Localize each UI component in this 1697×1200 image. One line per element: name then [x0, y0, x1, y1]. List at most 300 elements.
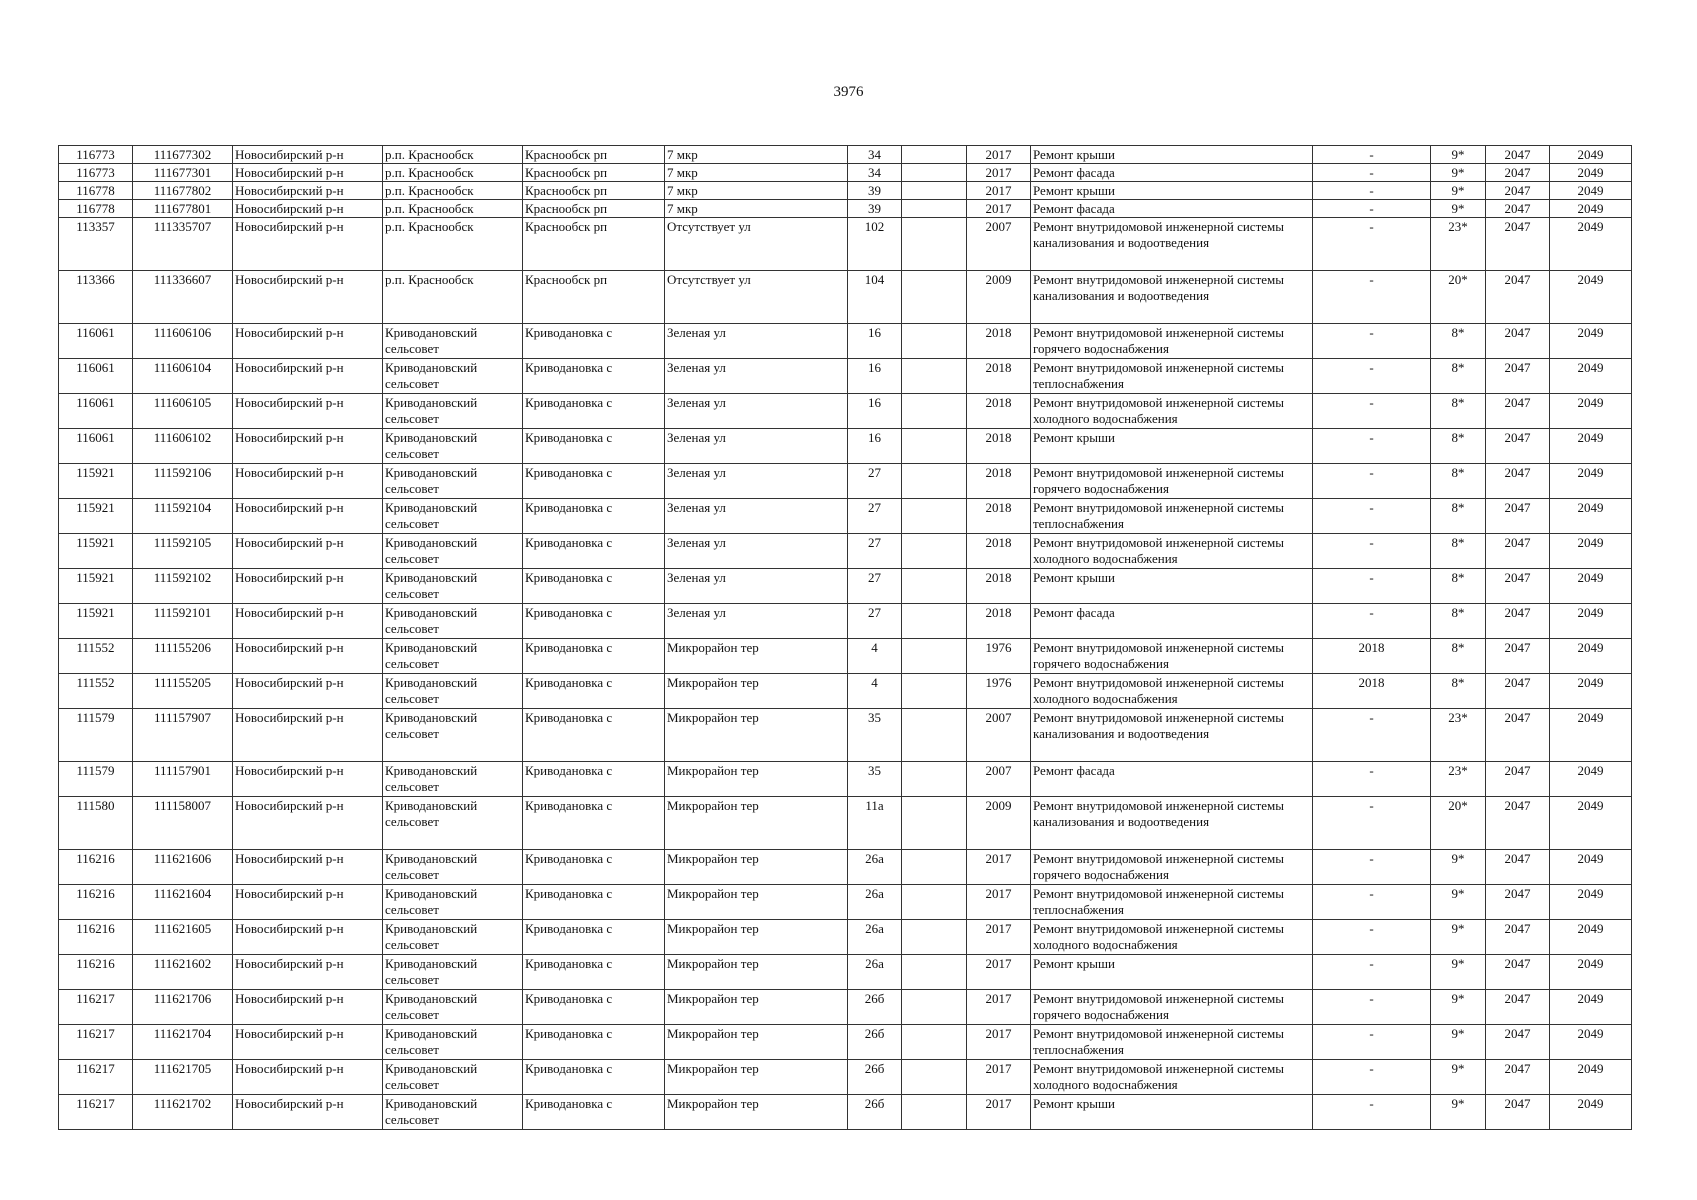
- street-cell: Зеленая ул: [665, 604, 848, 639]
- last-repair-year-cell: -: [1313, 604, 1431, 639]
- wear-cell: 9*: [1431, 1025, 1486, 1060]
- district-cell: Новосибирский р-н: [233, 797, 383, 850]
- last-repair-year-cell: -: [1313, 200, 1431, 218]
- house-id-cell: 116216: [59, 850, 133, 885]
- district-cell: Новосибирский р-н: [233, 920, 383, 955]
- year-built-cell: 2007: [967, 762, 1031, 797]
- work-code-cell: 111336607: [133, 271, 233, 324]
- year-built-cell: 2017: [967, 182, 1031, 200]
- work-code-cell: 111592102: [133, 569, 233, 604]
- plan-start-year-cell: 2047: [1486, 1025, 1550, 1060]
- district-cell: Новосибирский р-н: [233, 271, 383, 324]
- work-type-cell: Ремонт внутридомовой инженерной системы теплоснабжения: [1031, 499, 1313, 534]
- house-number-cell: 26б: [848, 1095, 902, 1130]
- district-cell: Новосибирский р-н: [233, 324, 383, 359]
- repair-schedule-table: [58, 145, 1632, 1130]
- plan-start-year-cell: 2047: [1486, 182, 1550, 200]
- house-id-cell: 115921: [59, 499, 133, 534]
- building-cell: [902, 709, 967, 762]
- work-type-cell: Ремонт крыши: [1031, 429, 1313, 464]
- municipality-cell: Криводановский сельсовет: [383, 464, 523, 499]
- table-row: [59, 955, 1632, 990]
- wear-cell: 9*: [1431, 885, 1486, 920]
- house-number-cell: 27: [848, 569, 902, 604]
- building-cell: [902, 1095, 967, 1130]
- last-repair-year-cell: -: [1313, 850, 1431, 885]
- wear-cell: 9*: [1431, 1095, 1486, 1130]
- street-cell: Микрорайон тер: [665, 797, 848, 850]
- last-repair-year-cell: 2018: [1313, 674, 1431, 709]
- work-code-cell: 111677301: [133, 164, 233, 182]
- table-row: [59, 499, 1632, 534]
- plan-end-year-cell: 2049: [1550, 429, 1632, 464]
- municipality-cell: Криводановский сельсовет: [383, 762, 523, 797]
- house-number-cell: 39: [848, 200, 902, 218]
- plan-start-year-cell: 2047: [1486, 271, 1550, 324]
- district-cell: Новосибирский р-н: [233, 604, 383, 639]
- municipality-cell: р.п. Краснообск: [383, 182, 523, 200]
- work-code-cell: 111621705: [133, 1060, 233, 1095]
- work-code-cell: 111677801: [133, 200, 233, 218]
- district-cell: Новосибирский р-н: [233, 709, 383, 762]
- plan-start-year-cell: 2047: [1486, 920, 1550, 955]
- locality-cell: Криводановка с: [523, 429, 665, 464]
- house-number-cell: 102: [848, 218, 902, 271]
- plan-end-year-cell: 2049: [1550, 639, 1632, 674]
- table-row: [59, 218, 1632, 271]
- building-cell: [902, 429, 967, 464]
- plan-end-year-cell: 2049: [1550, 709, 1632, 762]
- work-code-cell: 111621602: [133, 955, 233, 990]
- building-cell: [902, 164, 967, 182]
- municipality-cell: Криводановский сельсовет: [383, 990, 523, 1025]
- building-cell: [902, 359, 967, 394]
- district-cell: Новосибирский р-н: [233, 1095, 383, 1130]
- house-number-cell: 4: [848, 639, 902, 674]
- municipality-cell: Криводановский сельсовет: [383, 429, 523, 464]
- street-cell: Зеленая ул: [665, 359, 848, 394]
- municipality-cell: Криводановский сельсовет: [383, 1060, 523, 1095]
- house-number-cell: 11а: [848, 797, 902, 850]
- last-repair-year-cell: -: [1313, 359, 1431, 394]
- work-type-cell: Ремонт внутридомовой инженерной системы горячего водоснабжения: [1031, 850, 1313, 885]
- house-id-cell: 116061: [59, 324, 133, 359]
- work-type-cell: Ремонт внутридомовой инженерной системы холодного водоснабжения: [1031, 674, 1313, 709]
- house-id-cell: 116216: [59, 885, 133, 920]
- last-repair-year-cell: -: [1313, 990, 1431, 1025]
- table-row: [59, 797, 1632, 850]
- house-number-cell: 27: [848, 604, 902, 639]
- district-cell: Новосибирский р-н: [233, 762, 383, 797]
- street-cell: Зеленая ул: [665, 464, 848, 499]
- municipality-cell: р.п. Краснообск: [383, 271, 523, 324]
- plan-start-year-cell: 2047: [1486, 499, 1550, 534]
- house-id-cell: 113357: [59, 218, 133, 271]
- last-repair-year-cell: -: [1313, 1095, 1431, 1130]
- last-repair-year-cell: -: [1313, 1025, 1431, 1060]
- last-repair-year-cell: -: [1313, 499, 1431, 534]
- work-code-cell: 111592104: [133, 499, 233, 534]
- municipality-cell: Криводановский сельсовет: [383, 499, 523, 534]
- municipality-cell: Криводановский сельсовет: [383, 885, 523, 920]
- street-cell: Микрорайон тер: [665, 1060, 848, 1095]
- plan-start-year-cell: 2047: [1486, 200, 1550, 218]
- house-id-cell: 115921: [59, 604, 133, 639]
- house-number-cell: 35: [848, 762, 902, 797]
- street-cell: Зеленая ул: [665, 324, 848, 359]
- year-built-cell: 1976: [967, 674, 1031, 709]
- street-cell: Отсутствует ул: [665, 218, 848, 271]
- street-cell: Зеленая ул: [665, 534, 848, 569]
- work-type-cell: Ремонт внутридомовой инженерной системы холодного водоснабжения: [1031, 920, 1313, 955]
- house-id-cell: 116061: [59, 394, 133, 429]
- house-number-cell: 35: [848, 709, 902, 762]
- work-type-cell: Ремонт внутридомовой инженерной системы холодного водоснабжения: [1031, 1060, 1313, 1095]
- work-code-cell: 111606105: [133, 394, 233, 429]
- street-cell: 7 мкр: [665, 146, 848, 164]
- plan-end-year-cell: 2049: [1550, 200, 1632, 218]
- wear-cell: 23*: [1431, 709, 1486, 762]
- district-cell: Новосибирский р-н: [233, 569, 383, 604]
- work-code-cell: 111621704: [133, 1025, 233, 1060]
- house-number-cell: 16: [848, 429, 902, 464]
- work-type-cell: Ремонт внутридомовой инженерной системы горячего водоснабжения: [1031, 324, 1313, 359]
- building-cell: [902, 394, 967, 429]
- work-type-cell: Ремонт фасада: [1031, 762, 1313, 797]
- wear-cell: 8*: [1431, 499, 1486, 534]
- house-id-cell: 111552: [59, 674, 133, 709]
- year-built-cell: 2018: [967, 429, 1031, 464]
- table-row: [59, 1060, 1632, 1095]
- work-code-cell: 111335707: [133, 218, 233, 271]
- house-number-cell: 16: [848, 394, 902, 429]
- work-type-cell: Ремонт крыши: [1031, 569, 1313, 604]
- house-number-cell: 26б: [848, 1025, 902, 1060]
- municipality-cell: Криводановский сельсовет: [383, 797, 523, 850]
- plan-end-year-cell: 2049: [1550, 146, 1632, 164]
- table-row: [59, 1095, 1632, 1130]
- district-cell: Новосибирский р-н: [233, 674, 383, 709]
- district-cell: Новосибирский р-н: [233, 885, 383, 920]
- house-id-cell: 116773: [59, 146, 133, 164]
- table-row: [59, 534, 1632, 569]
- plan-start-year-cell: 2047: [1486, 639, 1550, 674]
- plan-start-year-cell: 2047: [1486, 850, 1550, 885]
- municipality-cell: Криводановский сельсовет: [383, 604, 523, 639]
- locality-cell: Краснообск рп: [523, 164, 665, 182]
- work-code-cell: 111621702: [133, 1095, 233, 1130]
- building-cell: [902, 1060, 967, 1095]
- locality-cell: Криводановка с: [523, 885, 665, 920]
- municipality-cell: Криводановский сельсовет: [383, 359, 523, 394]
- wear-cell: 9*: [1431, 990, 1486, 1025]
- last-repair-year-cell: -: [1313, 1060, 1431, 1095]
- plan-start-year-cell: 2047: [1486, 569, 1550, 604]
- municipality-cell: Криводановский сельсовет: [383, 1025, 523, 1060]
- plan-start-year-cell: 2047: [1486, 146, 1550, 164]
- street-cell: Микрорайон тер: [665, 674, 848, 709]
- plan-start-year-cell: 2047: [1486, 709, 1550, 762]
- locality-cell: Криводановка с: [523, 359, 665, 394]
- locality-cell: Краснообск рп: [523, 200, 665, 218]
- plan-start-year-cell: 2047: [1486, 797, 1550, 850]
- house-number-cell: 27: [848, 534, 902, 569]
- district-cell: Новосибирский р-н: [233, 429, 383, 464]
- year-built-cell: 2017: [967, 200, 1031, 218]
- wear-cell: 20*: [1431, 271, 1486, 324]
- wear-cell: 8*: [1431, 359, 1486, 394]
- plan-start-year-cell: 2047: [1486, 674, 1550, 709]
- wear-cell: 8*: [1431, 534, 1486, 569]
- year-built-cell: 2017: [967, 920, 1031, 955]
- last-repair-year-cell: -: [1313, 164, 1431, 182]
- table-row: [59, 200, 1632, 218]
- municipality-cell: Криводановский сельсовет: [383, 709, 523, 762]
- work-code-cell: 111158007: [133, 797, 233, 850]
- table-row: [59, 604, 1632, 639]
- house-id-cell: 116217: [59, 1095, 133, 1130]
- year-built-cell: 2017: [967, 990, 1031, 1025]
- municipality-cell: Криводановский сельсовет: [383, 850, 523, 885]
- street-cell: Микрорайон тер: [665, 850, 848, 885]
- plan-end-year-cell: 2049: [1550, 324, 1632, 359]
- last-repair-year-cell: -: [1313, 709, 1431, 762]
- building-cell: [902, 639, 967, 674]
- district-cell: Новосибирский р-н: [233, 146, 383, 164]
- house-number-cell: 26а: [848, 955, 902, 990]
- building-cell: [902, 218, 967, 271]
- plan-end-year-cell: 2049: [1550, 604, 1632, 639]
- year-built-cell: 2017: [967, 885, 1031, 920]
- table-row: [59, 674, 1632, 709]
- plan-end-year-cell: 2049: [1550, 1025, 1632, 1060]
- house-id-cell: 113366: [59, 271, 133, 324]
- building-cell: [902, 200, 967, 218]
- work-type-cell: Ремонт внутридомовой инженерной системы канализования и водоотведения: [1031, 797, 1313, 850]
- year-built-cell: 2017: [967, 1060, 1031, 1095]
- municipality-cell: Криводановский сельсовет: [383, 674, 523, 709]
- work-code-cell: 111157907: [133, 709, 233, 762]
- plan-start-year-cell: 2047: [1486, 324, 1550, 359]
- year-built-cell: 2017: [967, 850, 1031, 885]
- municipality-cell: Криводановский сельсовет: [383, 955, 523, 990]
- plan-start-year-cell: 2047: [1486, 464, 1550, 499]
- municipality-cell: Криводановский сельсовет: [383, 920, 523, 955]
- street-cell: Зеленая ул: [665, 569, 848, 604]
- wear-cell: 9*: [1431, 1060, 1486, 1095]
- wear-cell: 9*: [1431, 920, 1486, 955]
- plan-end-year-cell: 2049: [1550, 271, 1632, 324]
- work-type-cell: Ремонт внутридомовой инженерной системы горячего водоснабжения: [1031, 990, 1313, 1025]
- last-repair-year-cell: -: [1313, 464, 1431, 499]
- work-type-cell: Ремонт крыши: [1031, 146, 1313, 164]
- year-built-cell: 2018: [967, 534, 1031, 569]
- plan-end-year-cell: 2049: [1550, 674, 1632, 709]
- street-cell: Микрорайон тер: [665, 920, 848, 955]
- municipality-cell: Криводановский сельсовет: [383, 639, 523, 674]
- year-built-cell: 2018: [967, 499, 1031, 534]
- district-cell: Новосибирский р-н: [233, 1060, 383, 1095]
- building-cell: [902, 271, 967, 324]
- house-number-cell: 26б: [848, 990, 902, 1025]
- table-row: [59, 709, 1632, 762]
- municipality-cell: Криводановский сельсовет: [383, 324, 523, 359]
- plan-end-year-cell: 2049: [1550, 569, 1632, 604]
- plan-start-year-cell: 2047: [1486, 218, 1550, 271]
- plan-end-year-cell: 2049: [1550, 499, 1632, 534]
- house-number-cell: 26а: [848, 920, 902, 955]
- work-type-cell: Ремонт внутридомовой инженерной системы канализования и водоотведения: [1031, 709, 1313, 762]
- building-cell: [902, 499, 967, 534]
- last-repair-year-cell: -: [1313, 955, 1431, 990]
- wear-cell: 8*: [1431, 394, 1486, 429]
- district-cell: Новосибирский р-н: [233, 218, 383, 271]
- year-built-cell: 2018: [967, 464, 1031, 499]
- municipality-cell: р.п. Краснообск: [383, 146, 523, 164]
- year-built-cell: 2018: [967, 394, 1031, 429]
- work-type-cell: Ремонт крыши: [1031, 1095, 1313, 1130]
- page-number: 3976: [833, 84, 864, 100]
- year-built-cell: 2017: [967, 1095, 1031, 1130]
- work-type-cell: Ремонт крыши: [1031, 182, 1313, 200]
- plan-start-year-cell: 2047: [1486, 164, 1550, 182]
- street-cell: 7 мкр: [665, 200, 848, 218]
- house-id-cell: 116061: [59, 359, 133, 394]
- work-code-cell: 111606102: [133, 429, 233, 464]
- house-number-cell: 26б: [848, 1060, 902, 1095]
- plan-start-year-cell: 2047: [1486, 534, 1550, 569]
- wear-cell: 9*: [1431, 164, 1486, 182]
- house-id-cell: 116778: [59, 182, 133, 200]
- year-built-cell: 2017: [967, 1025, 1031, 1060]
- wear-cell: 20*: [1431, 797, 1486, 850]
- district-cell: Новосибирский р-н: [233, 1025, 383, 1060]
- work-code-cell: 111592101: [133, 604, 233, 639]
- locality-cell: Криводановка с: [523, 1060, 665, 1095]
- locality-cell: Криводановка с: [523, 394, 665, 429]
- house-number-cell: 34: [848, 164, 902, 182]
- work-code-cell: 111621706: [133, 990, 233, 1025]
- locality-cell: Криводановка с: [523, 709, 665, 762]
- house-id-cell: 116216: [59, 920, 133, 955]
- building-cell: [902, 990, 967, 1025]
- last-repair-year-cell: -: [1313, 885, 1431, 920]
- building-cell: [902, 1025, 967, 1060]
- district-cell: Новосибирский р-н: [233, 394, 383, 429]
- house-number-cell: 26а: [848, 850, 902, 885]
- district-cell: Новосибирский р-н: [233, 639, 383, 674]
- locality-cell: Криводановка с: [523, 1025, 665, 1060]
- house-id-cell: 116217: [59, 1025, 133, 1060]
- locality-cell: Краснообск рп: [523, 182, 665, 200]
- wear-cell: 9*: [1431, 146, 1486, 164]
- table-row: [59, 359, 1632, 394]
- district-cell: Новосибирский р-н: [233, 464, 383, 499]
- locality-cell: Краснообск рп: [523, 146, 665, 164]
- locality-cell: Криводановка с: [523, 639, 665, 674]
- last-repair-year-cell: -: [1313, 182, 1431, 200]
- table-body: [59, 146, 1632, 1130]
- building-cell: [902, 569, 967, 604]
- work-type-cell: Ремонт внутридомовой инженерной системы горячего водоснабжения: [1031, 639, 1313, 674]
- plan-end-year-cell: 2049: [1550, 955, 1632, 990]
- plan-start-year-cell: 2047: [1486, 394, 1550, 429]
- locality-cell: Криводановка с: [523, 990, 665, 1025]
- plan-end-year-cell: 2049: [1550, 182, 1632, 200]
- last-repair-year-cell: -: [1313, 534, 1431, 569]
- house-number-cell: 27: [848, 464, 902, 499]
- year-built-cell: 2007: [967, 709, 1031, 762]
- house-id-cell: 111579: [59, 762, 133, 797]
- table-row: [59, 569, 1632, 604]
- wear-cell: 8*: [1431, 674, 1486, 709]
- building-cell: [902, 182, 967, 200]
- last-repair-year-cell: -: [1313, 762, 1431, 797]
- house-number-cell: 16: [848, 359, 902, 394]
- locality-cell: Краснообск рп: [523, 218, 665, 271]
- street-cell: Микрорайон тер: [665, 1095, 848, 1130]
- building-cell: [902, 604, 967, 639]
- street-cell: 7 мкр: [665, 182, 848, 200]
- street-cell: Микрорайон тер: [665, 990, 848, 1025]
- table-row: [59, 464, 1632, 499]
- work-type-cell: Ремонт внутридомовой инженерной системы канализования и водоотведения: [1031, 271, 1313, 324]
- house-id-cell: 115921: [59, 464, 133, 499]
- table-row: [59, 146, 1632, 164]
- work-code-cell: 111677302: [133, 146, 233, 164]
- plan-end-year-cell: 2049: [1550, 990, 1632, 1025]
- plan-end-year-cell: 2049: [1550, 218, 1632, 271]
- year-built-cell: 2017: [967, 146, 1031, 164]
- locality-cell: Криводановка с: [523, 762, 665, 797]
- plan-start-year-cell: 2047: [1486, 1060, 1550, 1095]
- wear-cell: 8*: [1431, 429, 1486, 464]
- work-type-cell: Ремонт внутридомовой инженерной системы теплоснабжения: [1031, 1025, 1313, 1060]
- plan-start-year-cell: 2047: [1486, 762, 1550, 797]
- locality-cell: Криводановка с: [523, 499, 665, 534]
- house-id-cell: 115921: [59, 569, 133, 604]
- plan-end-year-cell: 2049: [1550, 885, 1632, 920]
- work-code-cell: 111606104: [133, 359, 233, 394]
- work-type-cell: Ремонт внутридомовой инженерной системы горячего водоснабжения: [1031, 464, 1313, 499]
- work-type-cell: Ремонт внутридомовой инженерной системы теплоснабжения: [1031, 885, 1313, 920]
- house-id-cell: 116773: [59, 164, 133, 182]
- last-repair-year-cell: -: [1313, 797, 1431, 850]
- work-code-cell: 111592106: [133, 464, 233, 499]
- building-cell: [902, 324, 967, 359]
- plan-end-year-cell: 2049: [1550, 534, 1632, 569]
- plan-start-year-cell: 2047: [1486, 990, 1550, 1025]
- wear-cell: 23*: [1431, 762, 1486, 797]
- municipality-cell: Криводановский сельсовет: [383, 534, 523, 569]
- building-cell: [902, 674, 967, 709]
- plan-end-year-cell: 2049: [1550, 394, 1632, 429]
- house-id-cell: 111580: [59, 797, 133, 850]
- street-cell: Микрорайон тер: [665, 955, 848, 990]
- building-cell: [902, 464, 967, 499]
- municipality-cell: Криводановский сельсовет: [383, 1095, 523, 1130]
- last-repair-year-cell: -: [1313, 429, 1431, 464]
- work-code-cell: 111155205: [133, 674, 233, 709]
- year-built-cell: 2018: [967, 359, 1031, 394]
- house-number-cell: 27: [848, 499, 902, 534]
- street-cell: Зеленая ул: [665, 429, 848, 464]
- year-built-cell: 2009: [967, 271, 1031, 324]
- year-built-cell: 1976: [967, 639, 1031, 674]
- table-row: [59, 429, 1632, 464]
- plan-start-year-cell: 2047: [1486, 1095, 1550, 1130]
- wear-cell: 8*: [1431, 464, 1486, 499]
